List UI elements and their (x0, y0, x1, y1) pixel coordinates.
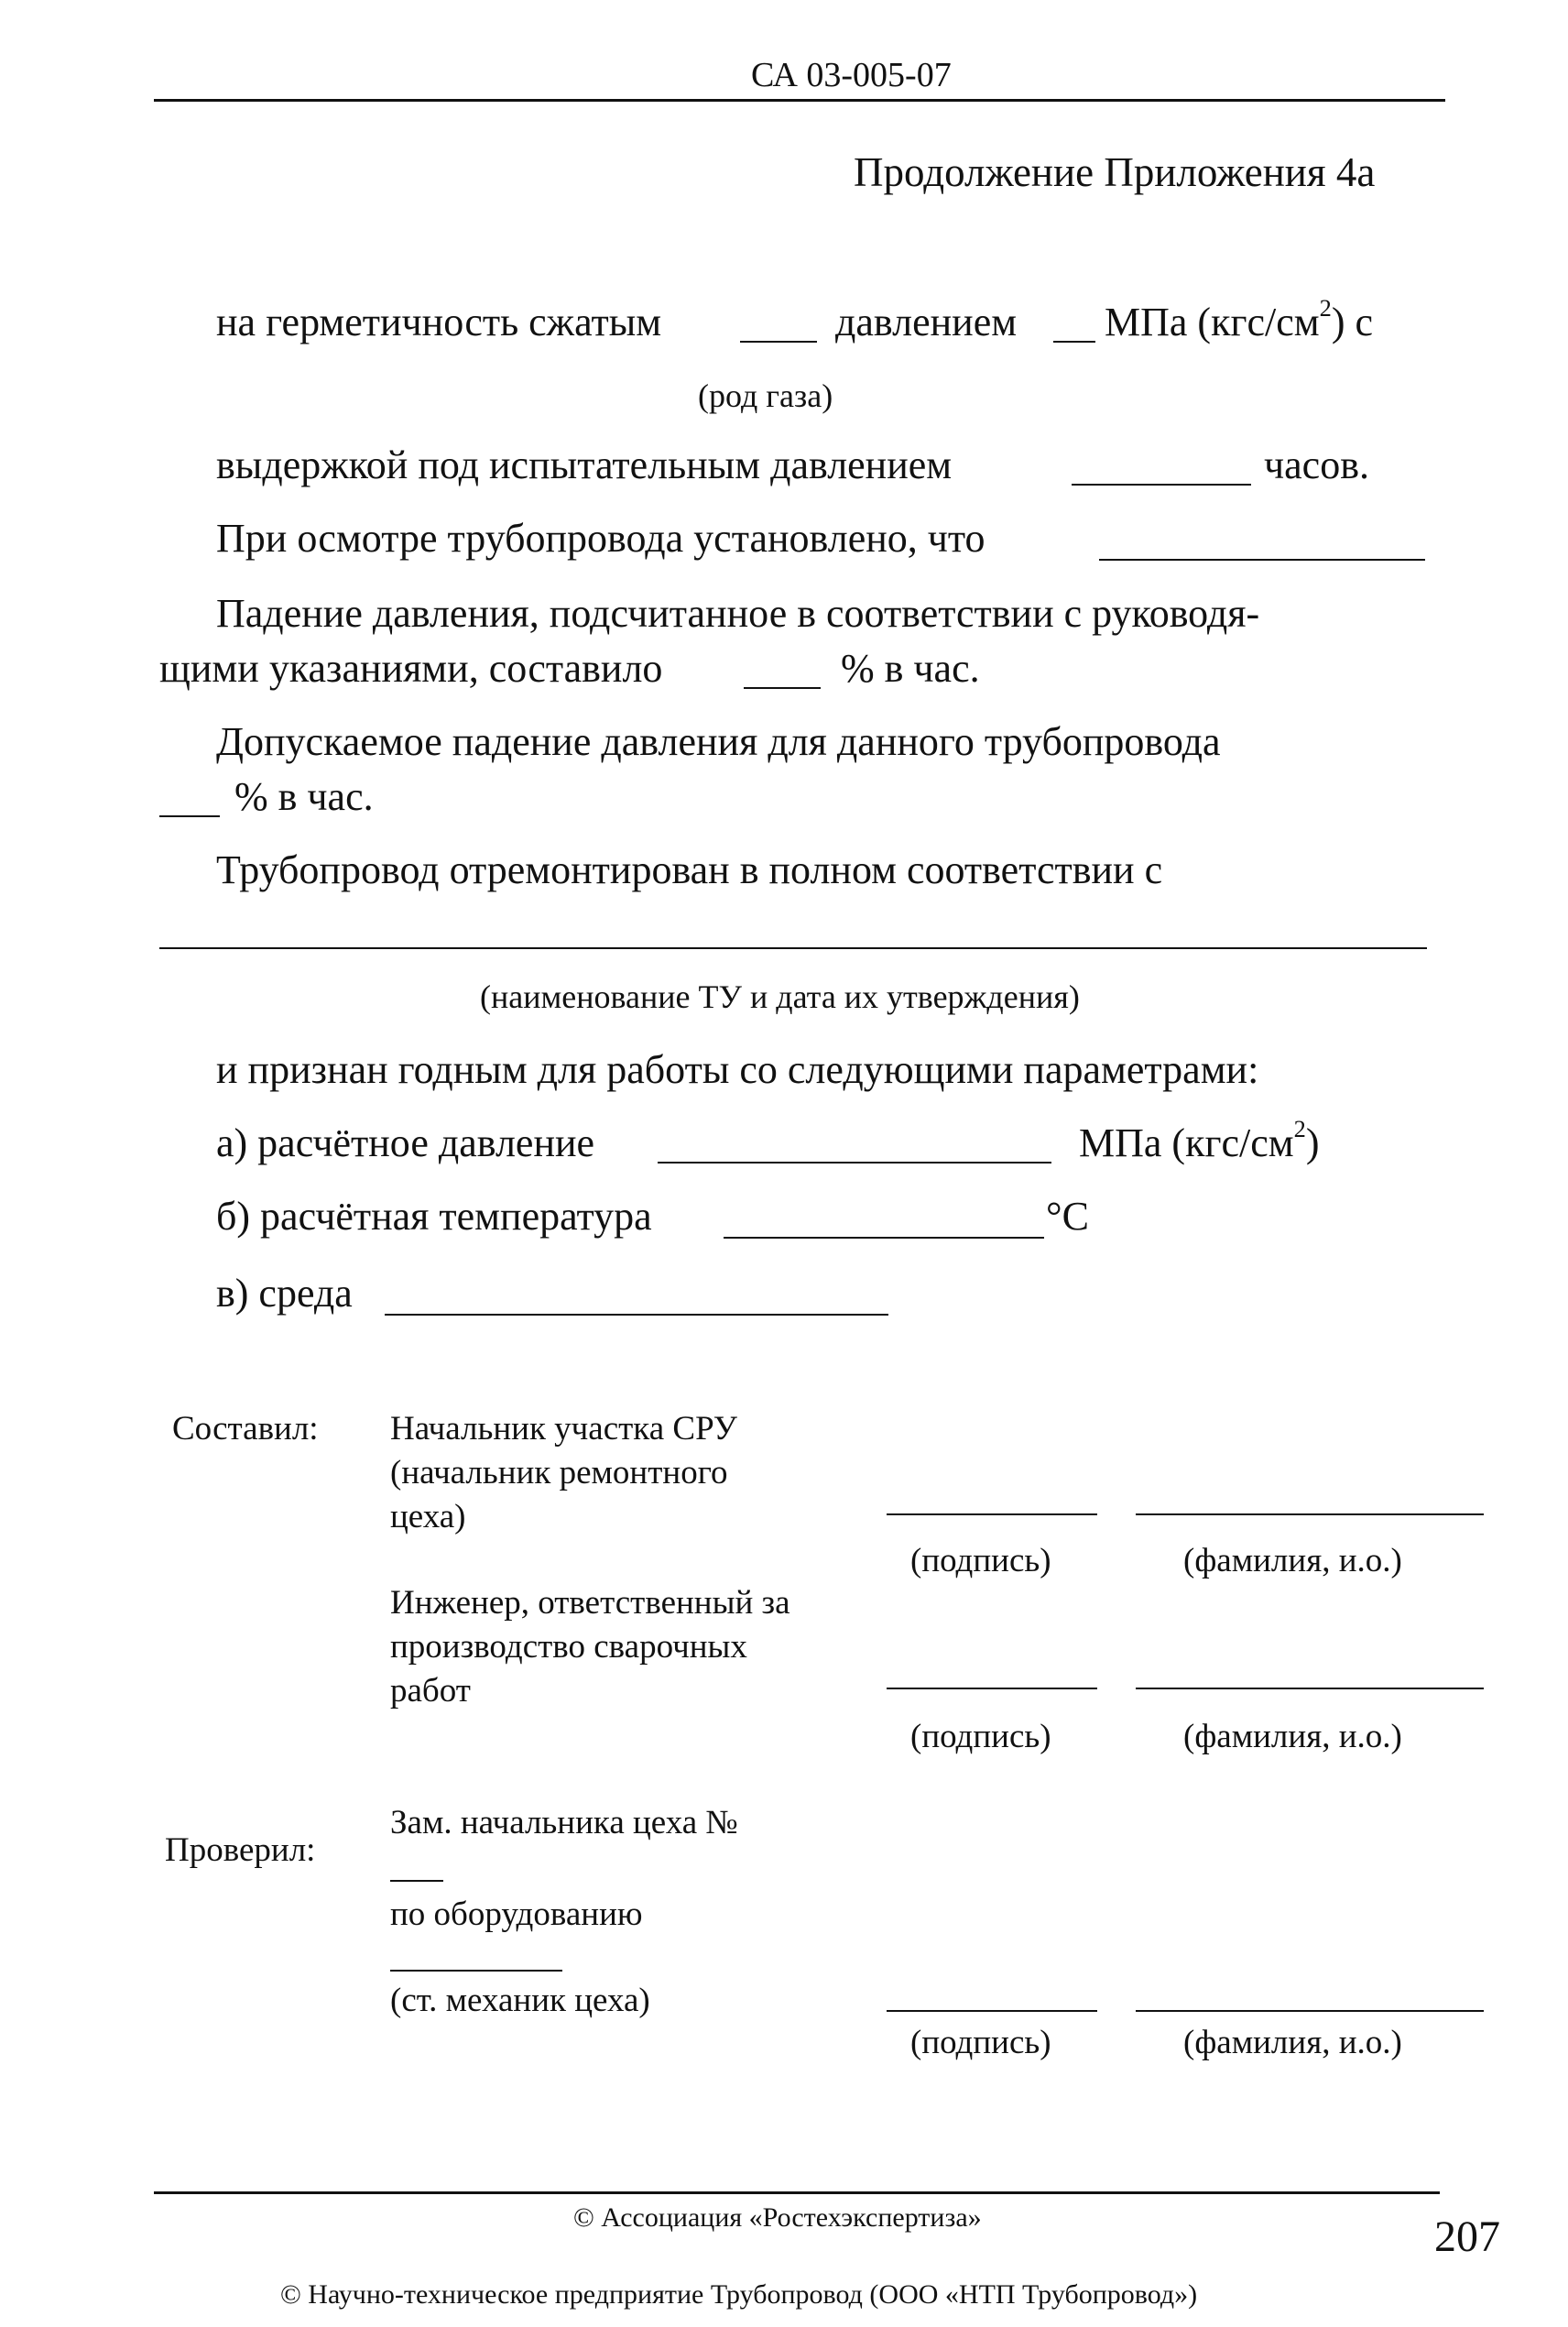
p3-text: При осмотре трубопровода установлено, что (216, 516, 985, 561)
gas-type-blank (740, 341, 817, 343)
pressure-drop-blank (744, 687, 821, 689)
signature-caption-1: (подпись) (910, 1542, 1051, 1579)
name-line-3 (1136, 2010, 1484, 2012)
param-c-label: в) среда (216, 1271, 353, 1316)
name-caption-3: (фамилия, и.о.) (1183, 2024, 1402, 2061)
role3-line2: по оборудованию (390, 1895, 643, 1933)
role1-line3: цеха) (390, 1498, 466, 1535)
role3-line3: (ст. механик цеха) (390, 1982, 650, 2019)
p1-text-a: на герметичность сжатым (216, 300, 662, 344)
role1-line1: Начальник участка СРУ (390, 1410, 737, 1448)
document-code: СА 03-005-07 (751, 56, 952, 94)
signature-line-3 (887, 2010, 1097, 2012)
p6-text: Трубопровод отремонтирован в полном соответствии с (216, 847, 1163, 892)
allowed-drop-blank (159, 815, 220, 817)
copyright-enterprise: © Научно-техническое предприятие Трубопровод (ООО «НТП Трубопровод») (280, 2279, 1198, 2310)
header-rule (154, 99, 1445, 102)
name-caption-1: (фамилия, и.о.) (1183, 1542, 1402, 1579)
signature-caption-3: (подпись) (910, 2024, 1051, 2061)
p2-text-b: часов. (1264, 442, 1369, 487)
role2-line2: производство сварочных (390, 1628, 747, 1666)
param-b-unit: °С (1046, 1194, 1089, 1239)
signature-line-1 (887, 1513, 1097, 1515)
role2-line3: работ (390, 1672, 471, 1710)
p5-line1: Допускаемое падение давления для данного трубопровода (216, 719, 1221, 764)
equipment-blank (390, 1970, 562, 1972)
design-pressure-blank (658, 1162, 1051, 1164)
inspection-blank (1099, 559, 1425, 561)
pressure-blank (1053, 341, 1095, 343)
p1-unit: МПа $(кгс/см^2)$ с (1105, 293, 1374, 344)
continuation-title: Продолжение Приложения 4а (854, 149, 1376, 195)
param-a-label: а) расчётное давление (216, 1120, 595, 1165)
role2-line1: Инженер, ответственный за (390, 1584, 790, 1622)
signature-caption-2: (подпись) (910, 1718, 1051, 1755)
param-a-unit: МПа $(кгс/см^2)$ (1079, 1114, 1320, 1165)
p7-text: и признан годным для работы со следующими параметрами: (216, 1047, 1259, 1092)
gas-type-caption: (род газа) (698, 377, 833, 414)
p5-line2: % в час. (234, 774, 374, 819)
p4-line2-b: % в час. (841, 646, 980, 691)
p4-line1: Падение давления, подсчитанное в соответствии с руководя- (216, 591, 1260, 636)
name-line-2 (1136, 1688, 1484, 1689)
design-temperature-blank (724, 1237, 1044, 1239)
role3-line1: Зам. начальника цеха № (390, 1804, 738, 1841)
page-number: 207 (1434, 2212, 1500, 2261)
compiled-label: Составил: (172, 1410, 319, 1448)
shop-number-blank (390, 1880, 443, 1882)
tu-blank (159, 947, 1427, 949)
name-caption-2: (фамилия, и.о.) (1183, 1718, 1402, 1755)
tu-caption: (наименование ТУ и дата их утверждения) (480, 978, 1080, 1015)
p4-line2-a: щими указаниями, составило (159, 646, 663, 691)
copyright-association: © Ассоциация «Ростехэкспертиза» (573, 2202, 982, 2233)
role1-line2: (начальник ремонтного (390, 1454, 728, 1491)
signature-line-2 (887, 1688, 1097, 1689)
medium-blank (385, 1314, 888, 1316)
p1-text-b: давлением (835, 300, 1018, 344)
checked-label: Проверил: (165, 1831, 316, 1869)
hours-blank (1072, 484, 1251, 486)
name-line-1 (1136, 1513, 1484, 1515)
param-b-label: б) расчётная температура (216, 1194, 652, 1239)
p2-text-a: выдержкой под испытательным давлением (216, 442, 953, 487)
footer-rule (154, 2191, 1440, 2194)
